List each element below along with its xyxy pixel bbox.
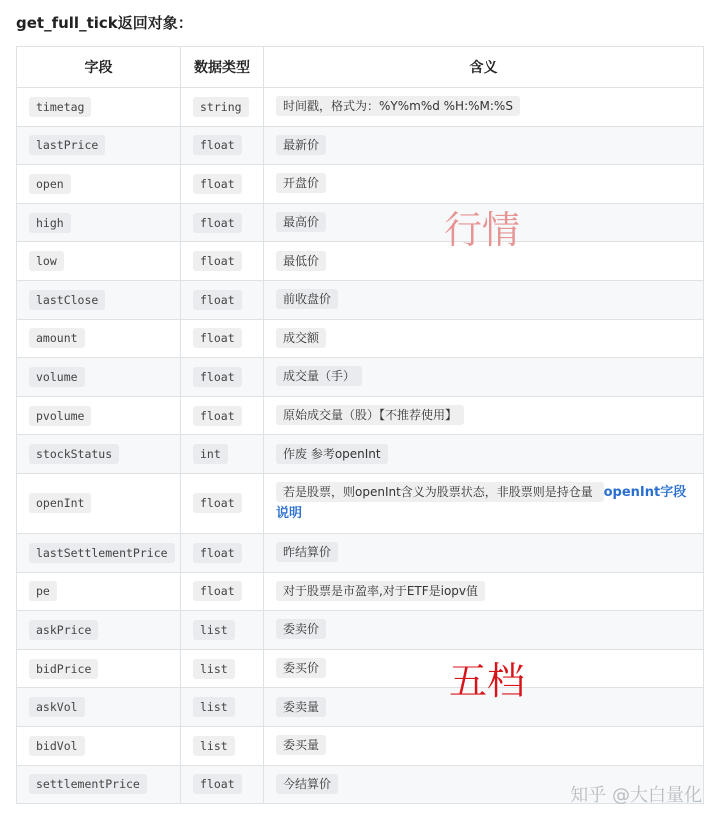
field-cell — [17, 165, 181, 204]
type-cell — [181, 572, 264, 611]
meaning-cell — [264, 358, 704, 397]
field-cell — [17, 649, 181, 688]
field-description: 开盘价 — [276, 173, 326, 193]
table-row — [17, 88, 704, 127]
field-type: float — [193, 135, 242, 155]
field-cell — [17, 533, 181, 572]
meaning-cell — [264, 165, 704, 204]
page-heading: get_full_tick返回对象： — [16, 14, 193, 32]
field-description: 作废 参考openInt — [276, 444, 388, 464]
field-type: float — [193, 251, 242, 271]
meaning-cell — [264, 611, 704, 650]
field-type: float — [193, 581, 242, 601]
table-row — [17, 165, 704, 204]
type-cell — [181, 203, 264, 242]
field-name: volume — [29, 367, 85, 387]
field-cell — [17, 688, 181, 727]
type-cell — [181, 165, 264, 204]
type-cell — [181, 533, 264, 572]
field-name: bidPrice — [29, 659, 98, 679]
type-cell — [181, 396, 264, 435]
type-cell — [181, 649, 264, 688]
field-type: int — [193, 444, 228, 464]
field-cell — [17, 473, 181, 533]
field-type: float — [193, 328, 242, 348]
field-cell — [17, 611, 181, 650]
field-name: open — [29, 174, 71, 194]
meaning-cell — [264, 396, 704, 435]
table-row — [17, 242, 704, 281]
table-row — [17, 688, 704, 727]
field-name: high — [29, 213, 71, 233]
openint-doc-link[interactable]: openInt字段说明 — [276, 485, 687, 522]
type-cell — [181, 319, 264, 358]
field-type: string — [193, 97, 249, 117]
field-cell — [17, 396, 181, 435]
meaning-cell — [264, 319, 704, 358]
field-name: stockStatus — [29, 444, 119, 464]
field-type: list — [193, 736, 235, 756]
type-cell — [181, 435, 264, 474]
table-row — [17, 473, 704, 533]
table-row — [17, 611, 704, 650]
field-name: askPrice — [29, 620, 98, 640]
type-cell — [181, 126, 264, 165]
annotation-five-levels: 五档 — [449, 659, 526, 703]
meaning-cell — [264, 435, 704, 474]
field-cell — [17, 203, 181, 242]
field-name: pvolume — [29, 406, 91, 426]
table-row — [17, 572, 704, 611]
column-header-field: 字段 — [17, 47, 181, 88]
field-type: list — [193, 659, 235, 679]
table-row — [17, 358, 704, 397]
field-name: askVol — [29, 697, 85, 717]
field-description: 委卖价 — [276, 619, 326, 639]
field-description: 委买价 — [276, 658, 326, 678]
table-row — [17, 649, 704, 688]
field-type: float — [193, 493, 242, 513]
field-type: float — [193, 367, 242, 387]
type-cell — [181, 242, 264, 281]
field-type: float — [193, 406, 242, 426]
meaning-cell — [264, 88, 704, 127]
field-cell — [17, 572, 181, 611]
field-description: 最高价 — [276, 212, 326, 232]
field-description: 成交量（手） — [276, 366, 362, 386]
description-text: 若是股票，则openInt含义为股票状态，非股票则是持仓量 — [276, 482, 604, 502]
table-row — [17, 280, 704, 319]
field-name: lastPrice — [29, 135, 105, 155]
annotation-quote: 行情 — [444, 208, 521, 252]
field-name: settlementPrice — [29, 774, 147, 794]
field-description: 成交额 — [276, 328, 326, 348]
type-cell — [181, 280, 264, 319]
field-cell — [17, 765, 181, 804]
field-type: list — [193, 697, 235, 717]
type-cell — [181, 688, 264, 727]
field-cell — [17, 88, 181, 127]
meaning-cell — [264, 280, 704, 319]
field-description: 昨结算价 — [276, 542, 338, 562]
field-description: 今结算价 — [276, 774, 338, 794]
field-description: 时间戳，格式为：%Y%m%d %H:%M:%S — [276, 96, 520, 116]
field-cell — [17, 280, 181, 319]
meaning-cell — [264, 126, 704, 165]
type-cell — [181, 765, 264, 804]
field-cell — [17, 126, 181, 165]
field-name: amount — [29, 328, 85, 348]
watermark: 知乎 @大白量化 — [570, 785, 702, 806]
table-row — [17, 319, 704, 358]
field-type: list — [193, 620, 235, 640]
fields-table — [16, 46, 704, 804]
field-cell — [17, 319, 181, 358]
meaning-cell — [264, 572, 704, 611]
table-row — [17, 396, 704, 435]
field-type: float — [193, 174, 242, 194]
field-name: pe — [29, 581, 57, 601]
column-header-meaning: 含义 — [264, 47, 704, 88]
meaning-cell — [264, 533, 704, 572]
field-description: 委买量 — [276, 735, 326, 755]
field-cell — [17, 358, 181, 397]
field-description: 前收盘价 — [276, 289, 338, 309]
field-description: 委卖量 — [276, 697, 326, 717]
column-header-type: 数据类型 — [181, 47, 264, 88]
field-name: low — [29, 251, 64, 271]
type-cell — [181, 358, 264, 397]
field-type: float — [193, 774, 242, 794]
field-cell — [17, 435, 181, 474]
type-cell — [181, 611, 264, 650]
field-type: float — [193, 543, 242, 563]
field-name: bidVol — [29, 736, 85, 756]
table-header-row — [17, 47, 704, 88]
field-description: 最新价 — [276, 135, 326, 155]
field-description: 原始成交量（股）【不推荐使用】 — [276, 405, 464, 425]
table-row — [17, 533, 704, 572]
field-type: float — [193, 213, 242, 233]
meaning-cell — [264, 473, 704, 533]
field-description: 最低价 — [276, 251, 326, 271]
type-cell — [181, 473, 264, 533]
table-row — [17, 726, 704, 765]
field-name: lastClose — [29, 290, 105, 310]
type-cell — [181, 88, 264, 127]
field-name: openInt — [29, 493, 91, 513]
field-description — [276, 482, 691, 524]
table-row — [17, 203, 704, 242]
field-name: timetag — [29, 97, 91, 117]
field-cell — [17, 242, 181, 281]
field-type: float — [193, 290, 242, 310]
field-name: lastSettlementPrice — [29, 543, 175, 563]
meaning-cell — [264, 726, 704, 765]
type-cell — [181, 726, 264, 765]
table-row — [17, 435, 704, 474]
table-row — [17, 126, 704, 165]
field-cell — [17, 726, 181, 765]
field-description: 对于股票是市盈率,对于ETF是iopv值 — [276, 581, 485, 601]
